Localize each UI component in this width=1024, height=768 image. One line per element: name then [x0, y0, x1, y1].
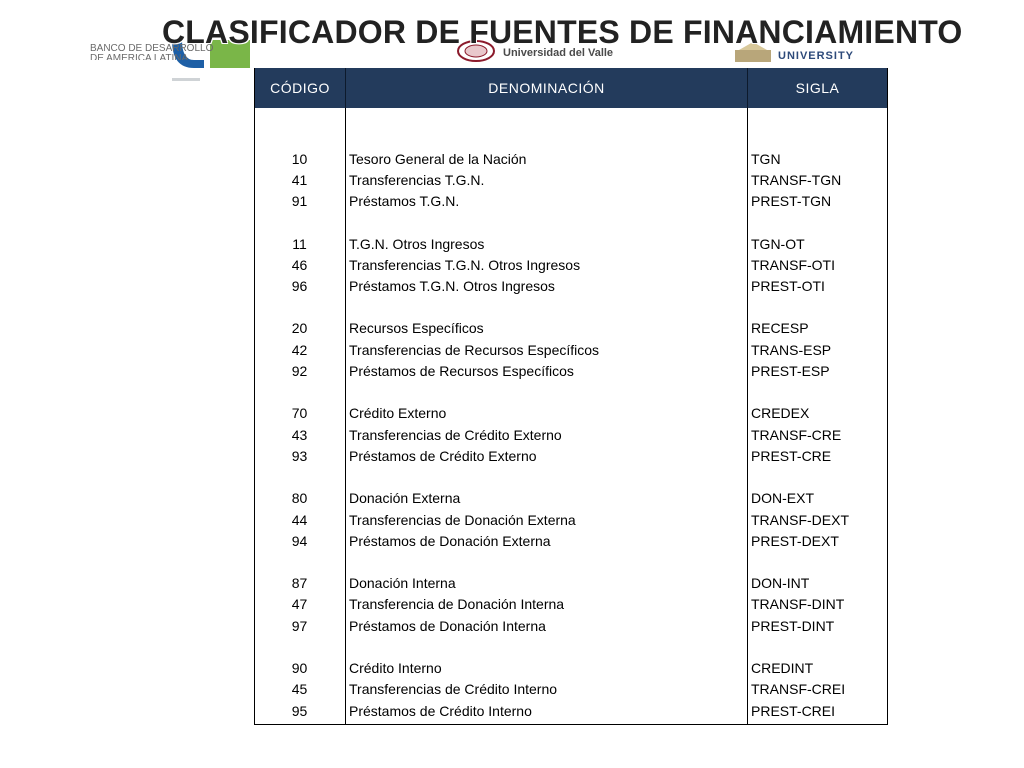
code-cell: 96	[291, 278, 308, 295]
table-row	[255, 403, 887, 424]
divider	[172, 78, 200, 81]
sigla-cell: DON-INT	[751, 575, 810, 592]
row-group	[255, 233, 887, 297]
code-cell: 93	[291, 447, 308, 464]
header-name: DENOMINACIÓN	[346, 68, 748, 108]
code-cell: 20	[291, 320, 308, 337]
sigla-cell: TRANSF-CREI	[751, 681, 846, 698]
code-cell: 41	[291, 171, 308, 188]
name-cell: Donación Externa	[349, 490, 461, 507]
code-cell: 91	[291, 193, 308, 210]
name-cell: Transferencias de Donación Externa	[349, 511, 576, 528]
name-cell: Transferencias de Crédito Externo	[349, 426, 562, 443]
code-cell: 42	[291, 341, 308, 358]
code-cell: 44	[291, 511, 308, 528]
name-cell: T.G.N. Otros Ingresos	[349, 235, 485, 252]
row-group	[255, 657, 887, 721]
table-row	[255, 700, 887, 721]
sigla-cell: PREST-OTI	[751, 278, 825, 295]
table-row	[255, 657, 887, 678]
name-cell: Transferencias de Crédito Interno	[349, 681, 558, 698]
header-code: CÓDIGO	[255, 68, 346, 108]
code-cell: 97	[291, 617, 308, 634]
name-cell: Préstamos de Crédito Externo	[349, 447, 537, 464]
name-cell: Donación Interna	[349, 575, 456, 592]
caf-logo-text-1: BANCO DE DESARROLLO	[90, 43, 214, 54]
table-row	[255, 509, 887, 530]
code-cell: 94	[291, 532, 308, 549]
table-header	[255, 68, 887, 108]
table-row	[255, 679, 887, 700]
code-cell: 80	[291, 490, 308, 507]
sigla-cell: TGN-OT	[751, 235, 805, 252]
table-row	[255, 254, 887, 275]
sigla-cell: RECESP	[751, 320, 809, 337]
code-cell: 87	[291, 575, 308, 592]
name-cell: Préstamos T.G.N.	[349, 193, 460, 210]
table-row	[255, 339, 887, 360]
code-cell: 70	[291, 405, 308, 422]
code-cell: 90	[291, 659, 308, 676]
sigla-cell: PREST-DEXT	[751, 532, 839, 549]
table-row	[255, 488, 887, 509]
table-body	[255, 148, 887, 742]
table-row	[255, 594, 887, 615]
name-cell: Crédito Externo	[349, 405, 447, 422]
sigla-cell: PREST-ESP	[751, 363, 830, 380]
table-row	[255, 148, 887, 169]
sigla-cell: TRANSF-CRE	[751, 426, 842, 443]
code-cell: 45	[291, 681, 308, 698]
table-row	[255, 572, 887, 593]
sigla-cell: CREDINT	[751, 659, 814, 676]
table-row	[255, 530, 887, 551]
sigla-cell: TGN	[751, 150, 781, 167]
code-cell: 43	[291, 426, 308, 443]
page-title: CLASIFICADOR DE FUENTES DE FINANCIAMIENTO	[162, 14, 963, 50]
table-row	[255, 615, 887, 636]
table-row	[255, 275, 887, 296]
sigla-cell: TRANSF-DINT	[751, 596, 845, 613]
row-group	[255, 148, 887, 212]
name-cell: Transferencia de Donación Interna	[349, 596, 565, 613]
code-cell: 47	[291, 596, 308, 613]
row-group	[255, 572, 887, 636]
sigla-cell: PREST-CREI	[751, 702, 836, 719]
sigla-cell: PREST-CRE	[751, 447, 832, 464]
sigla-cell: TRANSF-TGN	[751, 171, 842, 188]
code-cell: 46	[291, 256, 308, 273]
row-group	[255, 488, 887, 552]
name-cell: Préstamos T.G.N. Otros Ingresos	[349, 278, 555, 295]
code-cell: 10	[291, 150, 308, 167]
name-cell: Préstamos de Crédito Interno	[349, 702, 532, 719]
sigla-cell: TRANSF-DEXT	[751, 511, 849, 528]
table-row	[255, 169, 887, 190]
code-cell: 92	[291, 363, 308, 380]
name-cell: Transferencias de Recursos Específicos	[349, 341, 600, 358]
sigla-cell: PREST-DINT	[751, 617, 835, 634]
table-row	[255, 445, 887, 466]
caf-logo-text-2: DE AMÉRICA LATINA	[90, 54, 189, 60]
header-sigla: SIGLA	[795, 80, 840, 96]
name-cell: Préstamos de Donación Externa	[349, 532, 551, 549]
table-row	[255, 424, 887, 445]
sigla-cell: CREDEX	[751, 405, 810, 422]
sigla-cell: TRANS-ESP	[751, 341, 832, 358]
name-cell: Préstamos de Donación Interna	[349, 617, 546, 634]
sigla-cell: TRANSF-OTI	[751, 256, 835, 273]
univalle-logo-text: Universidad del Valle	[503, 47, 614, 59]
university-logo-text: UNIVERSITY	[778, 50, 855, 62]
name-cell: Crédito Interno	[349, 659, 442, 676]
sigla-cell: DON-EXT	[751, 490, 814, 507]
name-cell: Transferencias T.G.N.	[349, 171, 485, 188]
name-cell: Recursos Específicos	[349, 320, 484, 337]
row-group	[255, 403, 887, 467]
sigla-cell: PREST-TGN	[751, 193, 832, 210]
table-row	[255, 233, 887, 254]
table-row	[255, 360, 887, 381]
name-cell: Tesoro General de la Nación	[349, 150, 527, 167]
table-row	[255, 318, 887, 339]
code-cell: 95	[291, 702, 308, 719]
row-group	[255, 318, 887, 382]
name-cell: Transferencias T.G.N. Otros Ingresos	[349, 256, 581, 273]
table-row	[255, 191, 887, 212]
code-cell: 11	[292, 235, 307, 252]
name-cell: Préstamos de Recursos Específicos	[349, 363, 574, 380]
funding-table	[254, 68, 888, 725]
